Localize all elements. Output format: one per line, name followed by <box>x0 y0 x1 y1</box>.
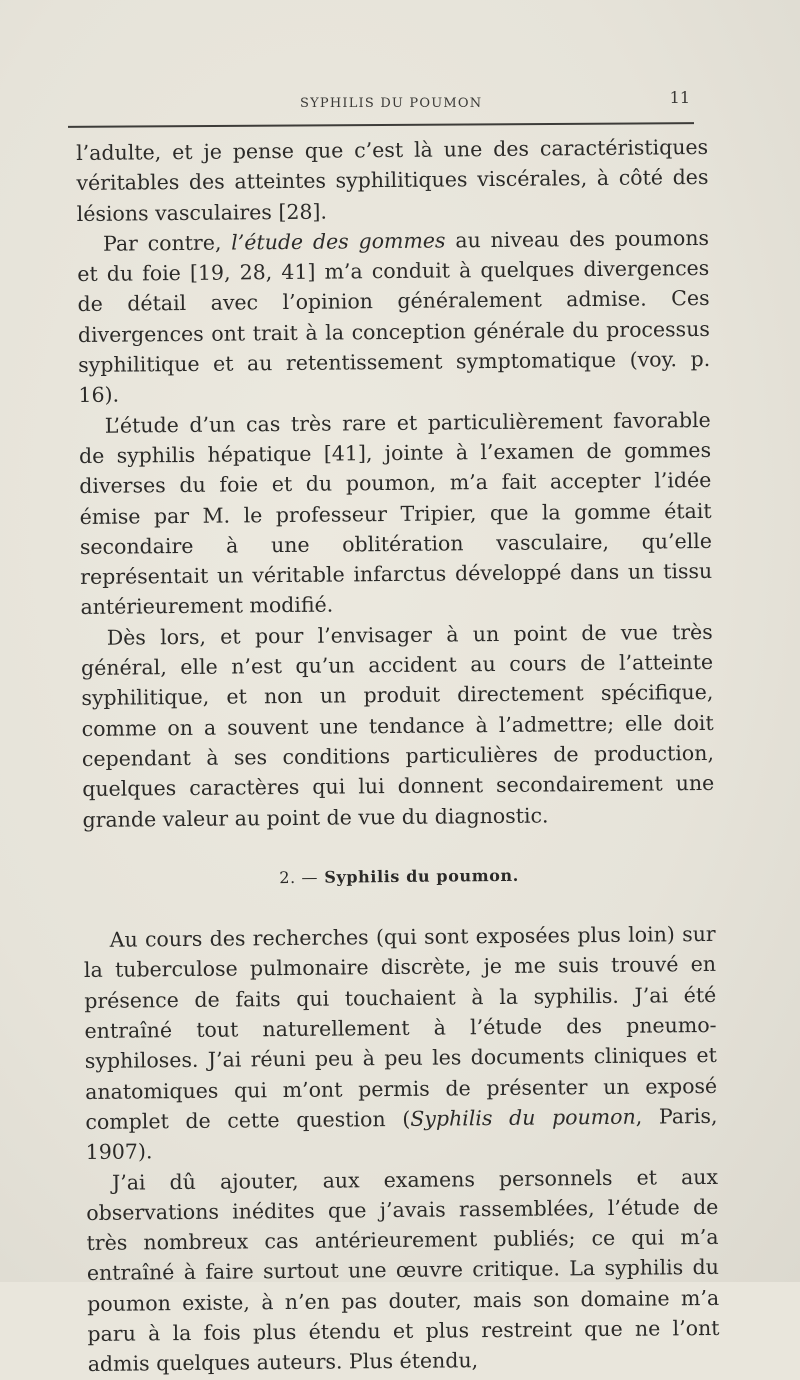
paragraph-5 <box>84 919 718 1167</box>
running-title: SYPHILIS DU POUMON <box>300 96 483 111</box>
body-text <box>76 132 720 1380</box>
paragraph-5-start: Au cours des recherches (qui sont exposées plus loin) sur la tuberculose pulmonaire discrète, je me suis trouvé en présence de faits qui touchaient à la syphilis. J’ai été entraîné tout naturellement à l’étude des pneumo-syphiloses. J’ai réuni peu à peu les documents cliniques et anatomiques qui m’ont permis de présenter un exposé complet de cette question ( <box>83 922 718 1134</box>
paragraph-5-italic: Syphilis du poumon <box>410 1104 636 1131</box>
section-heading <box>83 859 715 895</box>
page-header <box>68 88 698 118</box>
paragraph-2-start: Par contre, <box>102 230 232 256</box>
section-number: 2. — <box>279 867 319 887</box>
paragraph-2 <box>77 223 711 411</box>
paragraph-5-end: , Paris, 1907). <box>85 1103 718 1165</box>
paragraph-3: L’étude d’un cas très rare et particulièrement favorable de syphilis hépatique [41], jointe à l’examen de gommes diverses du foie et du poumon, m’a fait accepter l’idée émise par M. le professeur Tripier, que la gomme était secondaire à une oblitération vasculaire, qu’elle représentait un véritable infarctus développé dans un tissu antérieurement modifié. <box>78 407 713 620</box>
paragraph-4: Dès lors, et pour l’envisager à un point de vue très général, elle n’est qu’un accident au cours de l’atteinte syphilitique, et non un produit directement spécifique, comme on a souvent une tendance à l’admettre; elle doit cependant à ses conditions particulières de production, quelques caractères qui lui donnent secondairement une grande valeur au point de vue du diagnostic. <box>80 619 715 832</box>
paragraph-2-end: au niveau des poumons et du foie [19, 28, 41] m’a conduit à quelques divergences de détail avec l’opinion généralement admise. Ces divergences ont trait à la conception générale du processus syphilitique et au retentissement symptomatique (voy. p. 16). <box>77 225 711 408</box>
paragraph-1: l’adulte, et je pense que c’est là une des caractéristiques véritables des atteintes syphilitiques viscérales, à côté des lésions vasculaires [28]. <box>76 134 709 226</box>
page-number: 11 <box>669 88 690 107</box>
section-title: Syphilis du poumon. <box>324 865 519 887</box>
paragraph-6: J’ai dû ajouter, aux examens personnels et aux observations inédites que j’avais rassemblées, l’étude de très nombreux cas antérieurement publiés; ce qui m’a entraîné à faire surtout une œuvre critique. La syphilis du poumon existe, à n’en pas douter, mais son domaine m’a paru à la fois plus étendu et plus restreint que ne l’ont admis quelques auteurs. Plus étendu, <box>86 1164 720 1377</box>
paragraph-2-italic: l’étude des gommes <box>231 228 446 255</box>
header-rule <box>68 122 694 128</box>
